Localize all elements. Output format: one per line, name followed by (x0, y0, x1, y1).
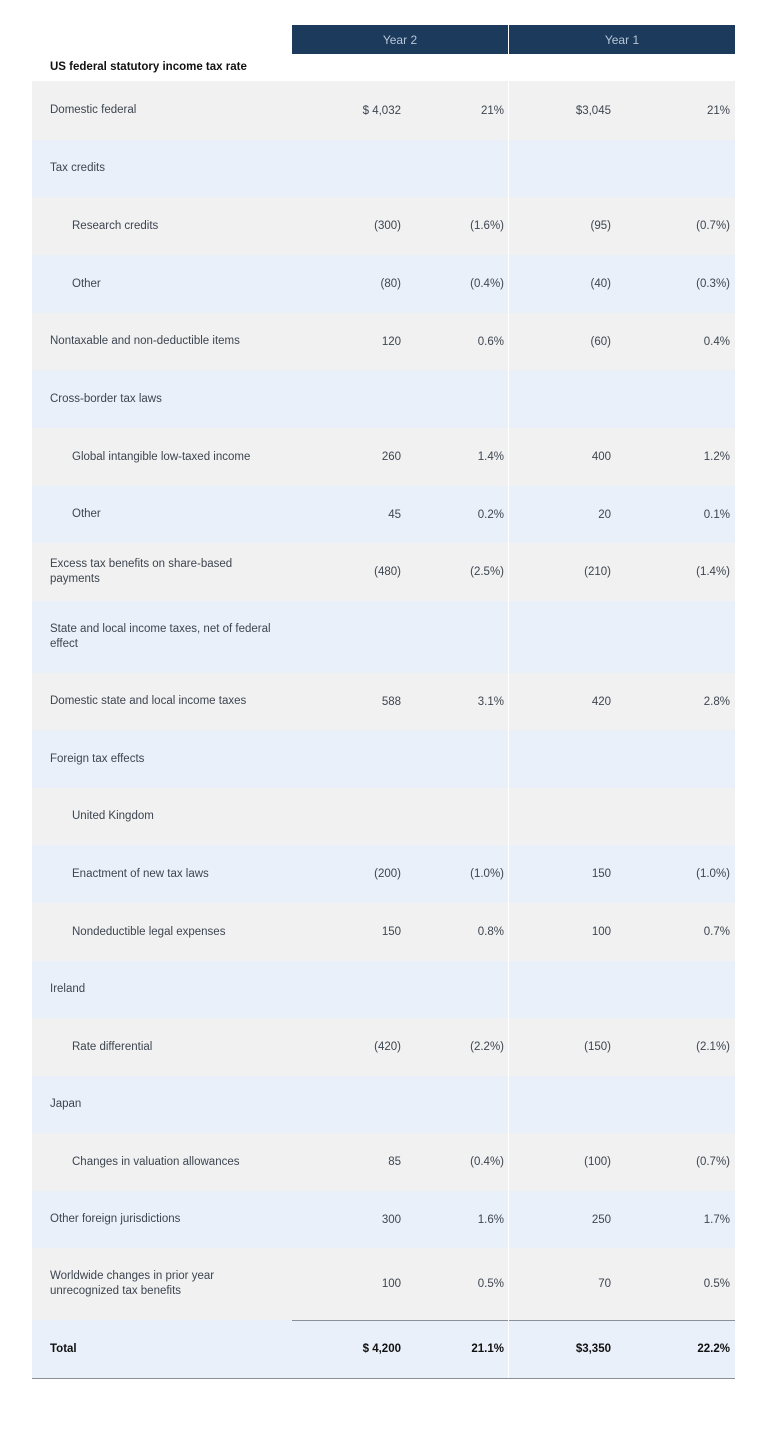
row-label: United Kingdom (72, 810, 154, 822)
year1-percent-cell: (0.7%) (696, 220, 730, 232)
column-separator (508, 486, 509, 543)
table-row (32, 81, 735, 140)
column-separator (508, 543, 509, 601)
row-label: Cross-border tax laws (50, 392, 162, 405)
table-row (32, 1133, 735, 1191)
table-row (32, 543, 735, 601)
year2-percent-cell: 21.1% (471, 1343, 504, 1355)
table-row (32, 1320, 735, 1379)
year1-amount-cell: $3,045 (575, 104, 611, 117)
row-label: Tax credits (50, 162, 105, 174)
year2-amount-cell: (420) (374, 1041, 401, 1053)
table-row (32, 730, 735, 788)
column-separator (508, 1018, 509, 1076)
table-row (32, 486, 735, 543)
year1-amount-cell: 250 (591, 1213, 611, 1226)
year1-amount-cell: 70 (598, 1278, 611, 1290)
column-separator (508, 673, 509, 730)
year2-percent-cell: (0.4%) (470, 1156, 504, 1168)
year1-amount-cell: (210) (584, 566, 611, 578)
year2-amount-cell: 588 (381, 695, 401, 708)
column-separator (508, 54, 509, 81)
year1-percent-cell: 21% (706, 104, 730, 117)
row-label: Research credits (72, 219, 159, 232)
year2-percent-cell: 0.8% (477, 926, 504, 938)
table-row (32, 903, 735, 961)
year1-percent-cell: 2.8% (703, 695, 730, 708)
year1-amount-cell: 100 (591, 926, 611, 938)
table-row (32, 1248, 735, 1320)
year1-amount-cell: (60) (590, 335, 611, 348)
year1-amount-cell: 20 (598, 508, 611, 521)
table-row (32, 1191, 735, 1248)
year1-percent-cell: (1.0%) (696, 868, 730, 880)
year1-amount-cell: $3,350 (575, 1343, 611, 1355)
year2-amount-cell: 260 (381, 451, 401, 463)
column-header-year1: Year 1 (509, 25, 735, 54)
row-label: Japan (50, 1098, 82, 1110)
year2-amount-cell: 100 (381, 1278, 401, 1290)
table-row (32, 961, 735, 1018)
year2-percent-cell: 0.6% (477, 335, 504, 348)
year1-percent-cell: (1.4%) (696, 566, 730, 578)
year2-percent-cell: (1.0%) (470, 868, 504, 880)
table-body (32, 54, 735, 1379)
year2-percent-cell: 0.2% (477, 508, 504, 521)
row-label: Global intangible low-taxed income (72, 450, 251, 463)
table-row (32, 673, 735, 730)
column-separator (508, 788, 509, 845)
column-separator (508, 1076, 509, 1133)
table-row (32, 255, 735, 313)
year1-percent-cell: 0.7% (703, 926, 730, 938)
column-header-year2: Year 2 (292, 25, 508, 54)
year2-percent-cell: 21% (480, 104, 504, 117)
column-separator (508, 197, 509, 255)
table-row (32, 313, 735, 370)
table-row (32, 140, 735, 197)
column-separator (508, 903, 509, 961)
row-label: Enactment of new tax laws (72, 867, 209, 880)
year2-percent-cell: (0.4%) (470, 278, 504, 290)
row-label: Ireland (50, 983, 86, 995)
year1-amount-cell: (150) (584, 1041, 611, 1053)
year2-percent-cell: 1.4% (477, 451, 504, 463)
year2-percent-cell: 1.6% (477, 1213, 504, 1226)
table-row (32, 788, 735, 845)
row-label: Foreign tax effects (50, 752, 145, 765)
year2-amount-cell: 45 (388, 508, 401, 521)
table-row (32, 1076, 735, 1133)
column-separator (508, 845, 509, 903)
year1-percent-cell: (0.3%) (696, 278, 730, 290)
year1-amount-cell: 150 (591, 868, 611, 880)
column-separator (508, 313, 509, 370)
row-label: Worldwide changes in prior year unrecognized tax benefits (50, 1270, 215, 1297)
year2-percent-cell: (1.6%) (470, 220, 504, 232)
table-row (32, 845, 735, 903)
row-label: US federal statutory income tax rate (50, 61, 247, 73)
row-label: Nondeductible legal expenses (72, 925, 226, 938)
year1-amount-cell: (40) (590, 278, 611, 290)
table-row (32, 370, 735, 428)
table-row (32, 1018, 735, 1076)
year2-amount-cell: $ 4,032 (362, 104, 401, 117)
column-separator (508, 81, 509, 140)
table-row (32, 197, 735, 255)
row-label: Domestic federal (50, 104, 137, 116)
year2-amount-cell: 85 (388, 1156, 401, 1168)
column-separator (508, 428, 509, 486)
row-label: State and local income taxes, net of federal effect (50, 623, 271, 650)
year1-amount-cell: (100) (584, 1156, 611, 1168)
table-row (32, 601, 735, 673)
year1-percent-cell: (2.1%) (696, 1041, 730, 1053)
year2-amount-cell: 120 (381, 335, 401, 348)
column-separator (508, 140, 509, 197)
year2-amount-cell: $ 4,200 (362, 1343, 401, 1355)
year1-percent-cell: 1.2% (703, 451, 730, 463)
row-label: Nontaxable and non-deductible items (50, 335, 240, 347)
year2-percent-cell: 3.1% (477, 695, 504, 708)
year1-percent-cell: 0.1% (703, 508, 730, 521)
year2-amount-cell: 150 (381, 926, 401, 938)
year2-amount-cell: (480) (374, 566, 401, 578)
row-label: Other (72, 277, 101, 290)
column-separator (508, 1191, 509, 1248)
table-row (32, 54, 735, 81)
row-label: Changes in valuation allowances (72, 1155, 240, 1168)
column-separator (508, 601, 509, 673)
column-separator (508, 961, 509, 1018)
column-separator (508, 730, 509, 788)
year2-amount-cell: (80) (380, 278, 401, 290)
year2-percent-cell: (2.2%) (470, 1041, 504, 1053)
year1-amount-cell: 400 (591, 451, 611, 463)
year2-amount-cell: (200) (374, 868, 401, 880)
row-label: Other (72, 508, 101, 520)
column-separator (508, 1248, 509, 1320)
row-label: Other foreign jurisdictions (50, 1213, 181, 1225)
year1-amount-cell: (95) (590, 220, 611, 232)
table-row (32, 428, 735, 486)
year1-percent-cell: (0.7%) (696, 1156, 730, 1168)
column-separator (508, 255, 509, 313)
year1-percent-cell: 0.5% (703, 1278, 730, 1290)
year1-percent-cell: 22.2% (697, 1343, 730, 1355)
row-label: Total (50, 1342, 77, 1355)
year2-percent-cell: 0.5% (477, 1278, 504, 1290)
year2-percent-cell: (2.5%) (470, 566, 504, 578)
row-label: Excess tax benefits on share-based payments (50, 558, 233, 585)
year1-percent-cell: 0.4% (703, 335, 730, 348)
column-separator (508, 1320, 509, 1378)
column-separator (508, 370, 509, 428)
year1-amount-cell: 420 (591, 695, 611, 708)
year2-amount-cell: 300 (381, 1213, 401, 1226)
year1-percent-cell: 1.7% (703, 1213, 730, 1226)
year2-amount-cell: (300) (374, 220, 401, 232)
row-label: Rate differential (72, 1040, 153, 1053)
column-separator (508, 1133, 509, 1191)
row-label: Domestic state and local income taxes (50, 695, 247, 707)
